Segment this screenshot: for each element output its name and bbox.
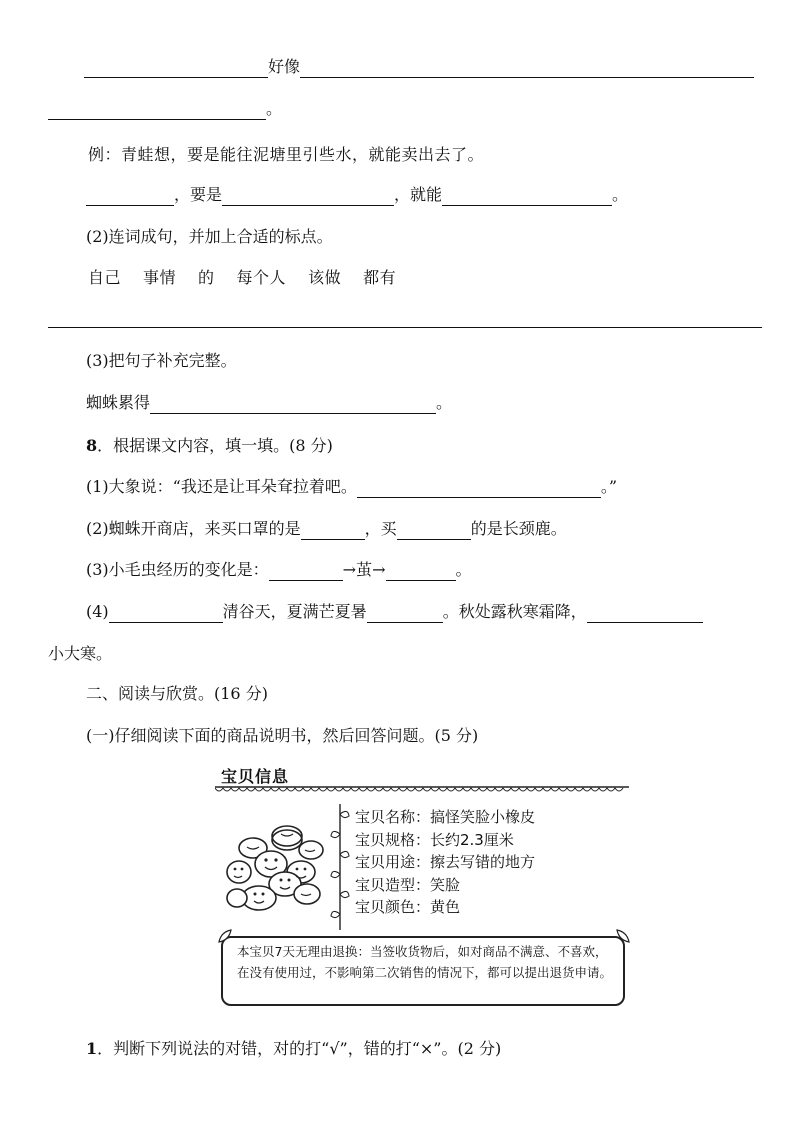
q1-text: ．判断下列说法的对错，对的打“√”，错的打“×”。(2 分) <box>97 1039 502 1058</box>
q3-start: 蜘蛛累得 <box>86 393 151 412</box>
scallop-border <box>215 786 629 796</box>
spec-use: 宝贝用途：擦去写错的地方 <box>355 853 536 871</box>
word: 该做 <box>308 268 342 287</box>
section-2-sub: (一)仔细阅读下面的商品说明书，然后回答问题。(5 分) <box>86 726 479 745</box>
word: 事情 <box>143 268 177 287</box>
smiley-erasers-illustration <box>225 814 329 918</box>
q8-item-1-end: 。” <box>600 477 618 496</box>
q1-number: 1 <box>86 1039 98 1058</box>
answer-blank[interactable] <box>397 521 471 540</box>
return-policy-note: 本宝贝7天无理由退换：当签收货物后，如对商品不满意、不喜欢，在没有使用过，不影响第二次销售的情况下，都可以提出退货申请。 <box>221 936 625 1006</box>
q8-item-2-end: 的是长颈鹿。 <box>470 519 567 538</box>
product-info-card <box>215 762 631 1012</box>
q8-item-2 <box>86 518 567 540</box>
section-2-title: 二、阅读与欣赏。(16 分) <box>86 684 268 703</box>
vine-divider <box>329 804 351 930</box>
answer-blank[interactable] <box>84 59 268 78</box>
example-sentence: 例：青蛙想，要是能往泥塘里引些水，就能卖出去了。 <box>88 145 485 164</box>
pattern-sep-1: ，要是 <box>174 185 223 204</box>
leaf-ornament-icon <box>613 928 633 946</box>
fill-line-continued <box>48 98 282 120</box>
q3-prompt: (3)把句子补充完整。 <box>86 351 237 370</box>
q8-item-4-b: 。秋处露秋寒霜降， <box>442 602 587 621</box>
haoxiang-word: 好像 <box>268 57 301 76</box>
period: 。 <box>266 99 283 118</box>
q8-item-1-start: (1)大象说：“我还是让耳朵耷拉着吧。 <box>86 477 357 496</box>
answer-blank[interactable] <box>442 187 612 206</box>
spec-shape: 宝贝造型：笑脸 <box>355 875 461 894</box>
period: 。 <box>612 185 629 204</box>
spec-color: 宝贝颜色：黄色 <box>355 898 461 916</box>
answer-line[interactable] <box>48 327 762 328</box>
q8-item-3-mid: →茧→ <box>342 560 386 579</box>
product-spec-list <box>355 806 535 919</box>
q2-word-list <box>88 267 418 289</box>
answer-blank[interactable] <box>48 101 266 120</box>
answer-blank[interactable] <box>367 604 443 623</box>
q3-fill-line <box>86 392 452 414</box>
answer-blank[interactable] <box>301 521 365 540</box>
q8-item-3-end: 。 <box>455 560 472 579</box>
answer-blank[interactable] <box>109 604 223 623</box>
answer-blank[interactable] <box>386 562 456 581</box>
word: 自己 <box>88 268 122 287</box>
q8-item-4-start: (4) <box>86 602 109 621</box>
word: 的 <box>198 268 215 287</box>
pattern-sep-2: ，就能 <box>394 185 443 204</box>
answer-blank[interactable] <box>86 187 174 206</box>
q8-item-3-start: (3)小毛虫经历的变化是： <box>86 560 269 579</box>
q8-item-4-a: 清谷天，夏满芒夏暑 <box>222 602 367 621</box>
q8-item-2-start: (2)蜘蛛开商店，来买口罩的是 <box>86 519 301 538</box>
leaf-ornament-icon <box>215 928 235 946</box>
answer-blank[interactable] <box>222 187 394 206</box>
word: 都有 <box>363 268 397 287</box>
pattern-fill-line <box>86 184 628 206</box>
fill-line-haoxiang <box>84 56 754 78</box>
q8-item-4 <box>86 601 703 623</box>
period: 。 <box>436 393 453 412</box>
q8-item-3 <box>86 559 472 581</box>
answer-blank[interactable] <box>150 395 436 414</box>
q8-item-2-mid: ，买 <box>364 519 397 538</box>
q8-item-4-end: 小大寒。 <box>48 644 113 663</box>
answer-blank[interactable] <box>587 604 703 623</box>
spec-size: 宝贝规格：长约2.3厘米 <box>355 830 514 849</box>
word: 每个人 <box>236 268 287 287</box>
q8-item-1 <box>86 476 617 498</box>
answer-blank[interactable] <box>357 479 601 498</box>
spec-name: 宝贝名称：搞怪笑脸小橡皮 <box>355 808 536 826</box>
q8-title-text: ．根据课文内容，填一填。(8 分) <box>97 436 333 455</box>
answer-blank[interactable] <box>269 562 343 581</box>
product-header: 宝贝信息 <box>221 767 290 786</box>
q8-number: 8 <box>86 436 98 455</box>
answer-blank[interactable] <box>300 59 754 78</box>
q8-title <box>86 435 333 457</box>
q1-title <box>86 1038 501 1060</box>
q2-prompt: (2)连词成句，并加上合适的标点。 <box>86 227 333 246</box>
